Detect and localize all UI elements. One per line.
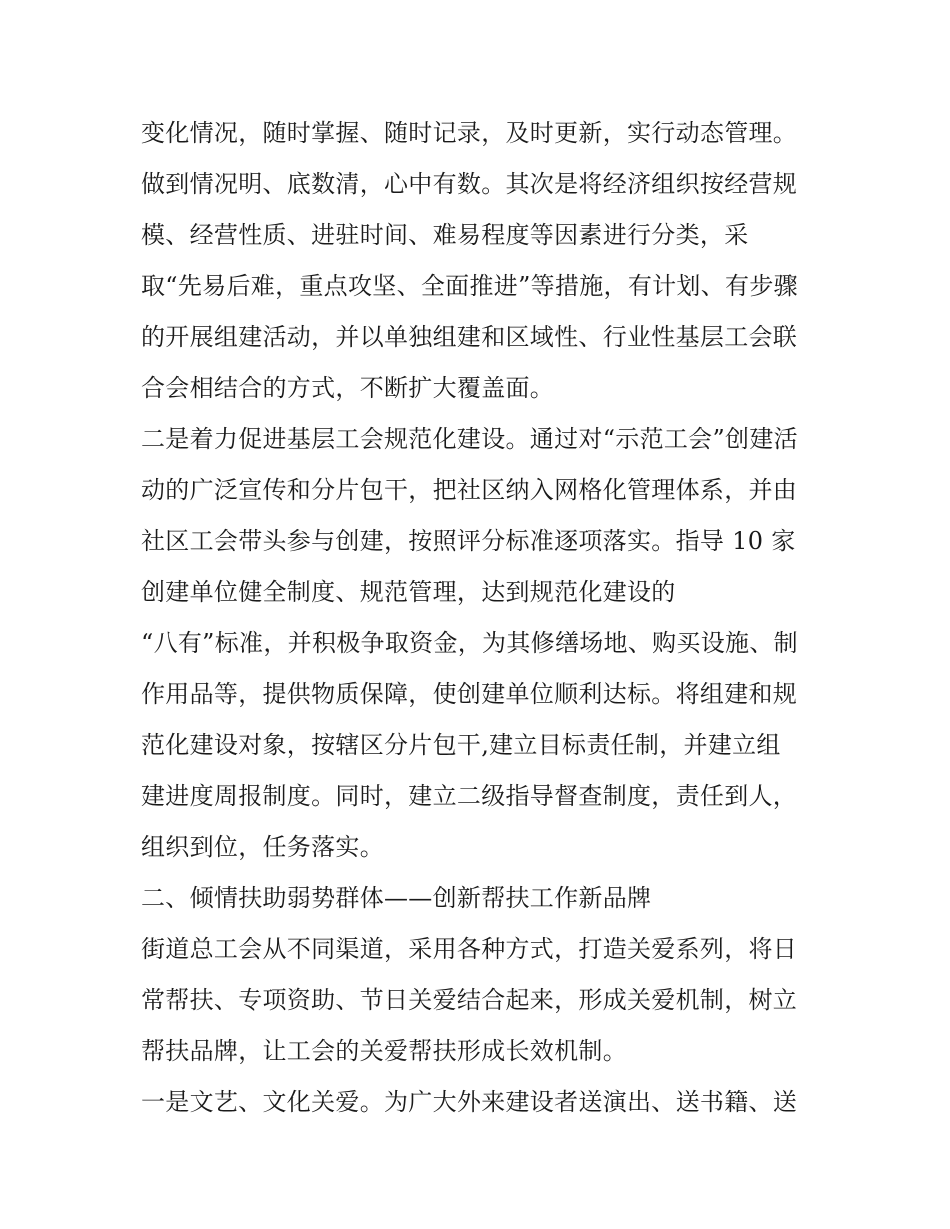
document-body	[141, 108, 831, 1128]
text-line: 建进度周报制度。同时，建立二级指导督查制度，责任到人，	[141, 782, 798, 810]
text-line: 街道总工会从不同渠道，采用各种方式，打造关爱系列，将日	[141, 935, 798, 963]
text-line: “八有”标准，并积极争取资金，为其修缮场地、购买设施、制	[141, 629, 798, 657]
text-line: 模、经营性质、进驻时间、难易程度等因素进行分类，采	[141, 221, 749, 249]
text-line: 一是文艺、文化关爱。为广大外来建设者送演出、送书籍、送	[141, 1088, 798, 1116]
text-line: 的开展组建活动，并以单独组建和区域性、行业性基层工会联	[141, 323, 798, 351]
text-line: 社区工会带头参与创建，按照评分标准逐项落实。指导 10 家	[141, 527, 796, 555]
text-line: 范化建设对象，按辖区分片包干,建立目标责任制，并建立组	[141, 731, 781, 759]
text-line: 创建单位健全制度、规范管理，达到规范化建设的	[141, 578, 676, 606]
text-line: 常帮扶、专项资助、节日关爱结合起来，形成关爱机制，树立	[141, 986, 798, 1014]
text-line: 变化情况，随时掌握、随时记录，及时更新，实行动态管理。	[141, 119, 798, 147]
section-heading: 二、倾情扶助弱势群体——创新帮扶工作新品牌	[141, 884, 652, 912]
text-line: 作用品等，提供物质保障，使创建单位顺利达标。将组建和规	[141, 680, 798, 708]
text-line: 组织到位，任务落实。	[141, 833, 384, 861]
text-line: 帮扶品牌，让工会的关爱帮扶形成长效机制。	[141, 1037, 627, 1065]
text-line: 二是着力促进基层工会规范化建设。通过对“示范工会”创建活	[141, 425, 798, 453]
text-line: 合会相结合的方式，不断扩大覆盖面。	[141, 374, 555, 402]
text-line: 取“先易后难，重点攻坚、全面推进”等措施，有计划、有步骤	[141, 272, 798, 300]
text-line: 动的广泛宣传和分片包干，把社区纳入网格化管理体系，并由	[141, 476, 798, 504]
text-line: 做到情况明、底数清，心中有数。其次是将经济组织按经营规	[141, 170, 798, 198]
